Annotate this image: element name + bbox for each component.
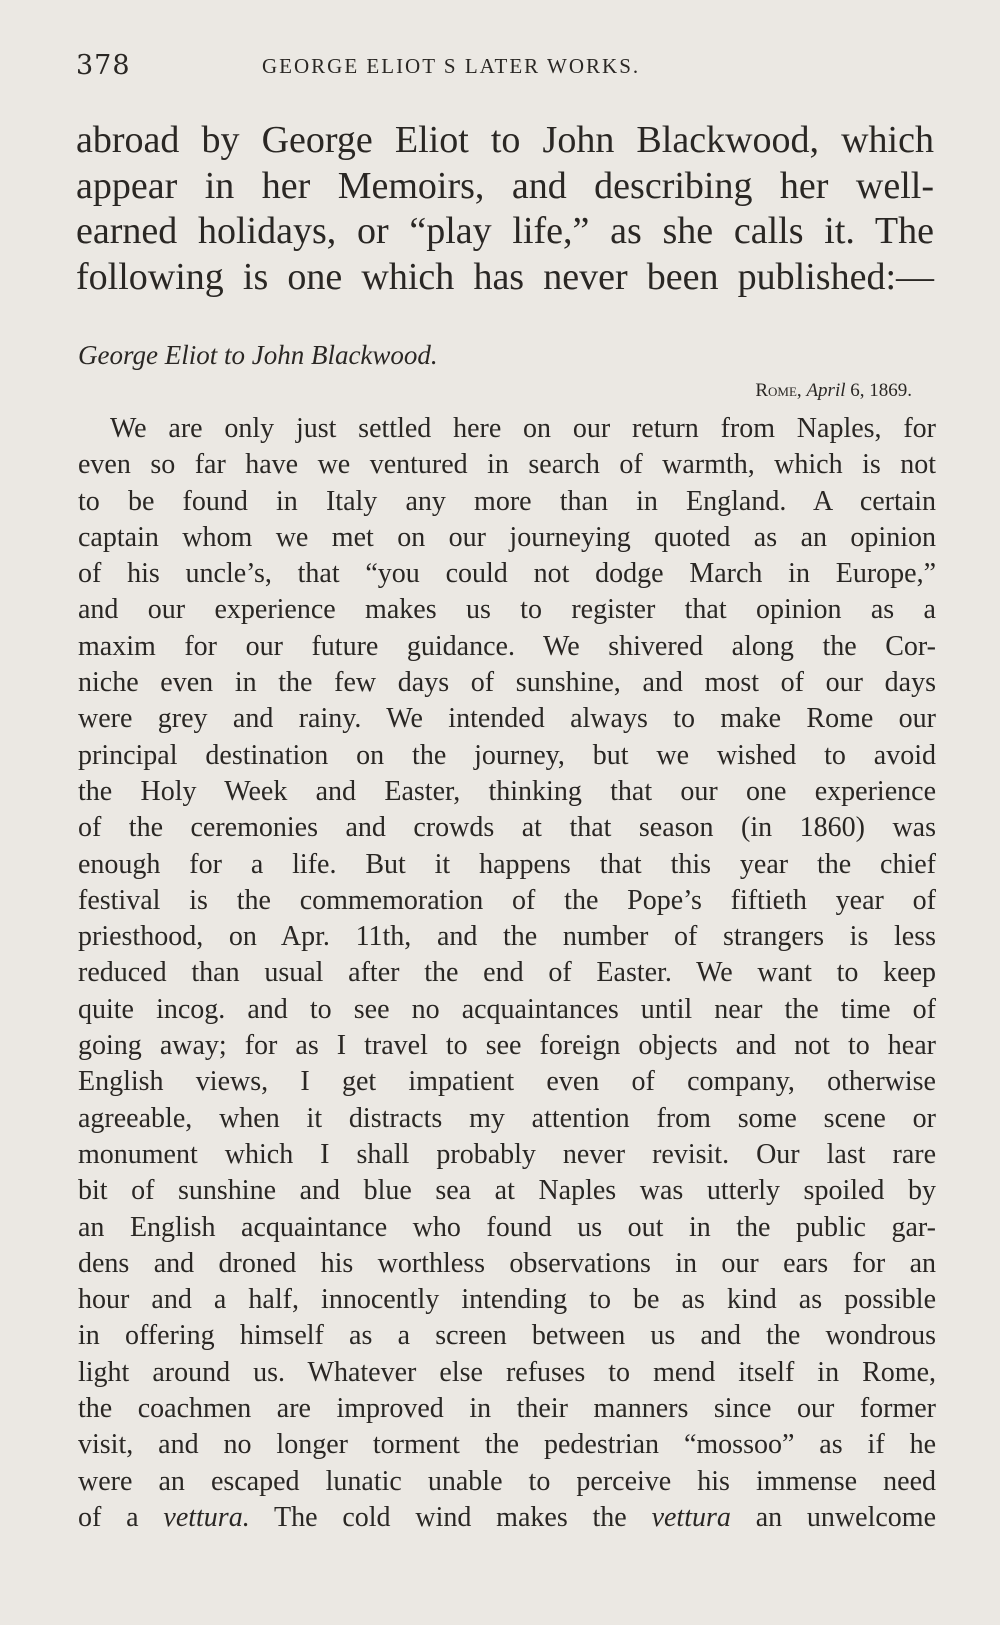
letter-line: to be found in Italy any more than in England. A certain [78,485,936,517]
letter-line: principal destination on the journey, but we wished to avoid [78,739,936,771]
intro-line: appear in her Memoirs, and describing her well- [76,164,934,207]
letter-heading: George Eliot to John Blackwood. [78,340,438,370]
letter-line: priesthood, on Apr. 11th, and the number of strangers is less [78,921,936,953]
final-line-italic-vettura: vettura [651,1501,731,1533]
letter-dateline [755,380,912,402]
letter-line: niche even in the few days of sunshine, and most of our days [78,667,936,699]
intro-line: earned holidays, or “play life,” as she calls it. The [76,210,934,252]
dateline-place: Rome, [755,380,802,401]
letter-line: and our experience makes us to register that opinion as a [78,594,936,626]
letter-line: going away; for as I travel to see foreign objects and not to hear [78,1030,936,1062]
page-header [76,50,926,90]
letter-line: quite incog. and to see no acquaintances until near the time of [78,993,936,1025]
letter-line: enough for a life. But it happens that this year the chief [78,848,936,880]
letter-line: the Holy Week and Easter, thinking that our one experience [78,775,936,807]
letter-line: festival is the commemoration of the Pope’s fiftieth year of [78,884,936,916]
letter-line: of the ceremonies and crowds at that season (in 1860) was [78,812,936,844]
letter-line: bit of sunshine and blue sea at Naples was utterly spoiled by [78,1175,936,1207]
final-line-italic-vettura: vettura. [163,1501,250,1533]
letter-line: of his uncle’s, that “you could not dodge March in Europe,” [78,558,936,590]
page-number: 378 [76,50,131,81]
letter-line: dens and droned his worthless observations in our ears for an [78,1247,936,1279]
final-line-part: The cold wind makes the [249,1501,652,1533]
letter-line: even so far have we ventured in search of warmth, which is not [78,449,936,481]
letter-line: We are only just settled here on our return from Naples, for [110,413,936,444]
letter-line: hour and a half, innocently intending to be as kind as possible [78,1284,936,1316]
dateline-month: April [806,380,846,401]
running-title: GEORGE ELIOT S LATER WORKS. [262,54,641,78]
letter-line: were an escaped lunatic unable to perceive his immense need [78,1465,936,1497]
letter-line: were grey and rainy. We intended always to make Rome our [78,703,936,735]
letter-line: the coachmen are improved in their manners since our former [78,1393,936,1425]
letter-line: captain whom we met on our journeying quoted as an opinion [78,521,936,553]
letter-line: reduced than usual after the end of Easter. We want to keep [78,957,936,989]
letter-line: visit, and no longer torment the pedestrian “mossoo” as if he [78,1429,936,1461]
final-line-part: an unwelcome [730,1501,936,1533]
letter-line: maxim for our future guidance. We shivered along the Cor- [78,630,936,662]
letter-final-line [78,1500,936,1536]
letter-line: monument which I shall probably never revisit. Our last rare [78,1138,936,1170]
dateline-day-year: 6, 1869. [850,380,912,401]
letter-line: in offering himself as a screen between us and the wondrous [78,1320,936,1352]
letter-line: light around us. Whatever else refuses to mend itself in Rome, [78,1356,936,1388]
letter-line: an English acquaintance who found us out in the public gar- [78,1211,936,1243]
final-line-part: of a [78,1501,164,1533]
letter-line: English views, I get impatient even of company, otherwise [78,1066,936,1098]
intro-line: abroad by George Eliot to John Blackwood, which [76,119,934,161]
intro-line: following is one which has never been published:— [76,255,934,298]
letter-line: agreeable, when it distracts my attention from some scene or [78,1102,936,1134]
intro-paragraph [76,118,934,300]
letter-body [78,411,936,1536]
